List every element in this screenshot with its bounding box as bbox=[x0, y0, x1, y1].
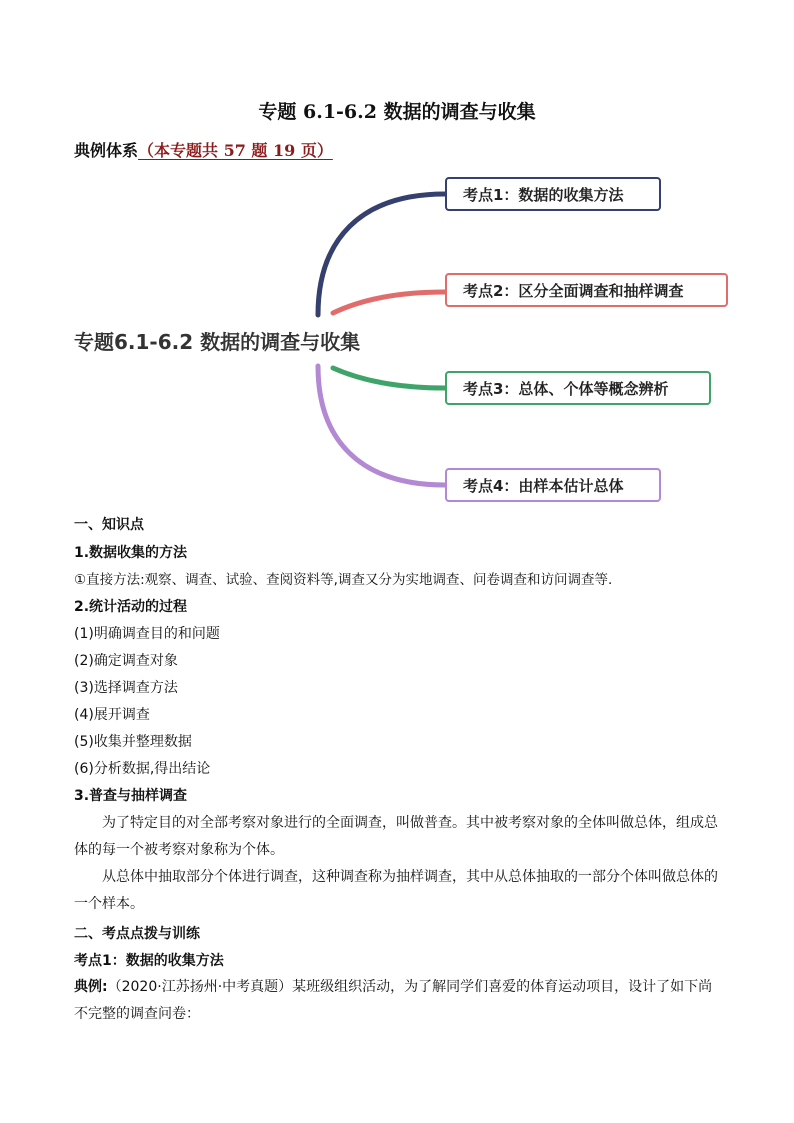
step-item: (5)收集并整理数据 bbox=[74, 734, 192, 750]
step-item: (1)明确调查目的和问题 bbox=[74, 626, 220, 642]
mindmap-node-1: 考点1：数据的收集方法 bbox=[445, 177, 661, 211]
example-paragraph bbox=[74, 974, 722, 1028]
step-item: (2)确定调查对象 bbox=[74, 653, 178, 669]
heading-statistics-process: 2.统计活动的过程 bbox=[74, 599, 188, 615]
mindmap-node-2: 考点2：区分全面调查和抽样调查 bbox=[445, 273, 728, 307]
connector-3 bbox=[333, 368, 445, 388]
mindmap-node-4: 考点4：由样本估计总体 bbox=[445, 468, 661, 502]
paragraph-sampling: 从总体中抽取部分个体进行调查，这种调查称为抽样调查，其中从总体抽取的一部分个体叫做总体的一个样本。 bbox=[74, 869, 718, 912]
connector-2 bbox=[333, 292, 445, 313]
page-title: 专题 6.1-6.2 数据的调查与收集 bbox=[258, 101, 536, 123]
heading-census-sampling: 3.普查与抽样调查 bbox=[74, 788, 188, 804]
step-item: (4)展开调查 bbox=[74, 707, 150, 723]
section-heading-1: 一、知识点 bbox=[74, 517, 144, 533]
system-note: （本专题共 57 题 19 页） bbox=[138, 141, 333, 160]
example-text: （2020·江苏扬州·中考真题）某班级组织活动，为了解同学们喜爱的体育运动项目，设计了如下尚不完整的调查问卷： bbox=[74, 979, 713, 1022]
paragraph-census: 为了特定目的对全部考察对象进行的全面调查，叫做普查。其中被考察对象的全体叫做总体，组成总体的每一个被考察对象称为个体。 bbox=[74, 815, 718, 858]
step-item: (6)分析数据,得出结论 bbox=[74, 761, 211, 777]
example-label: 典例: bbox=[74, 979, 108, 995]
mindmap-node-3: 考点3：总体、个体等概念辨析 bbox=[445, 371, 711, 405]
topic-heading-1: 考点1：数据的收集方法 bbox=[74, 953, 224, 969]
step-item: (3)选择调查方法 bbox=[74, 680, 178, 696]
section-heading-2: 二、考点点拨与训练 bbox=[74, 926, 200, 942]
system-label: 典例体系 bbox=[74, 141, 139, 160]
heading-collection-methods: 1.数据收集的方法 bbox=[74, 545, 188, 561]
mindmap-center: 专题6.1-6.2 数据的调查与收集 bbox=[74, 330, 361, 354]
paragraph-direct-methods: ①直接方法:观察、调查、试验、查阅资料等,调查又分为实地调查、问卷调查和访问调查等. bbox=[74, 572, 613, 588]
